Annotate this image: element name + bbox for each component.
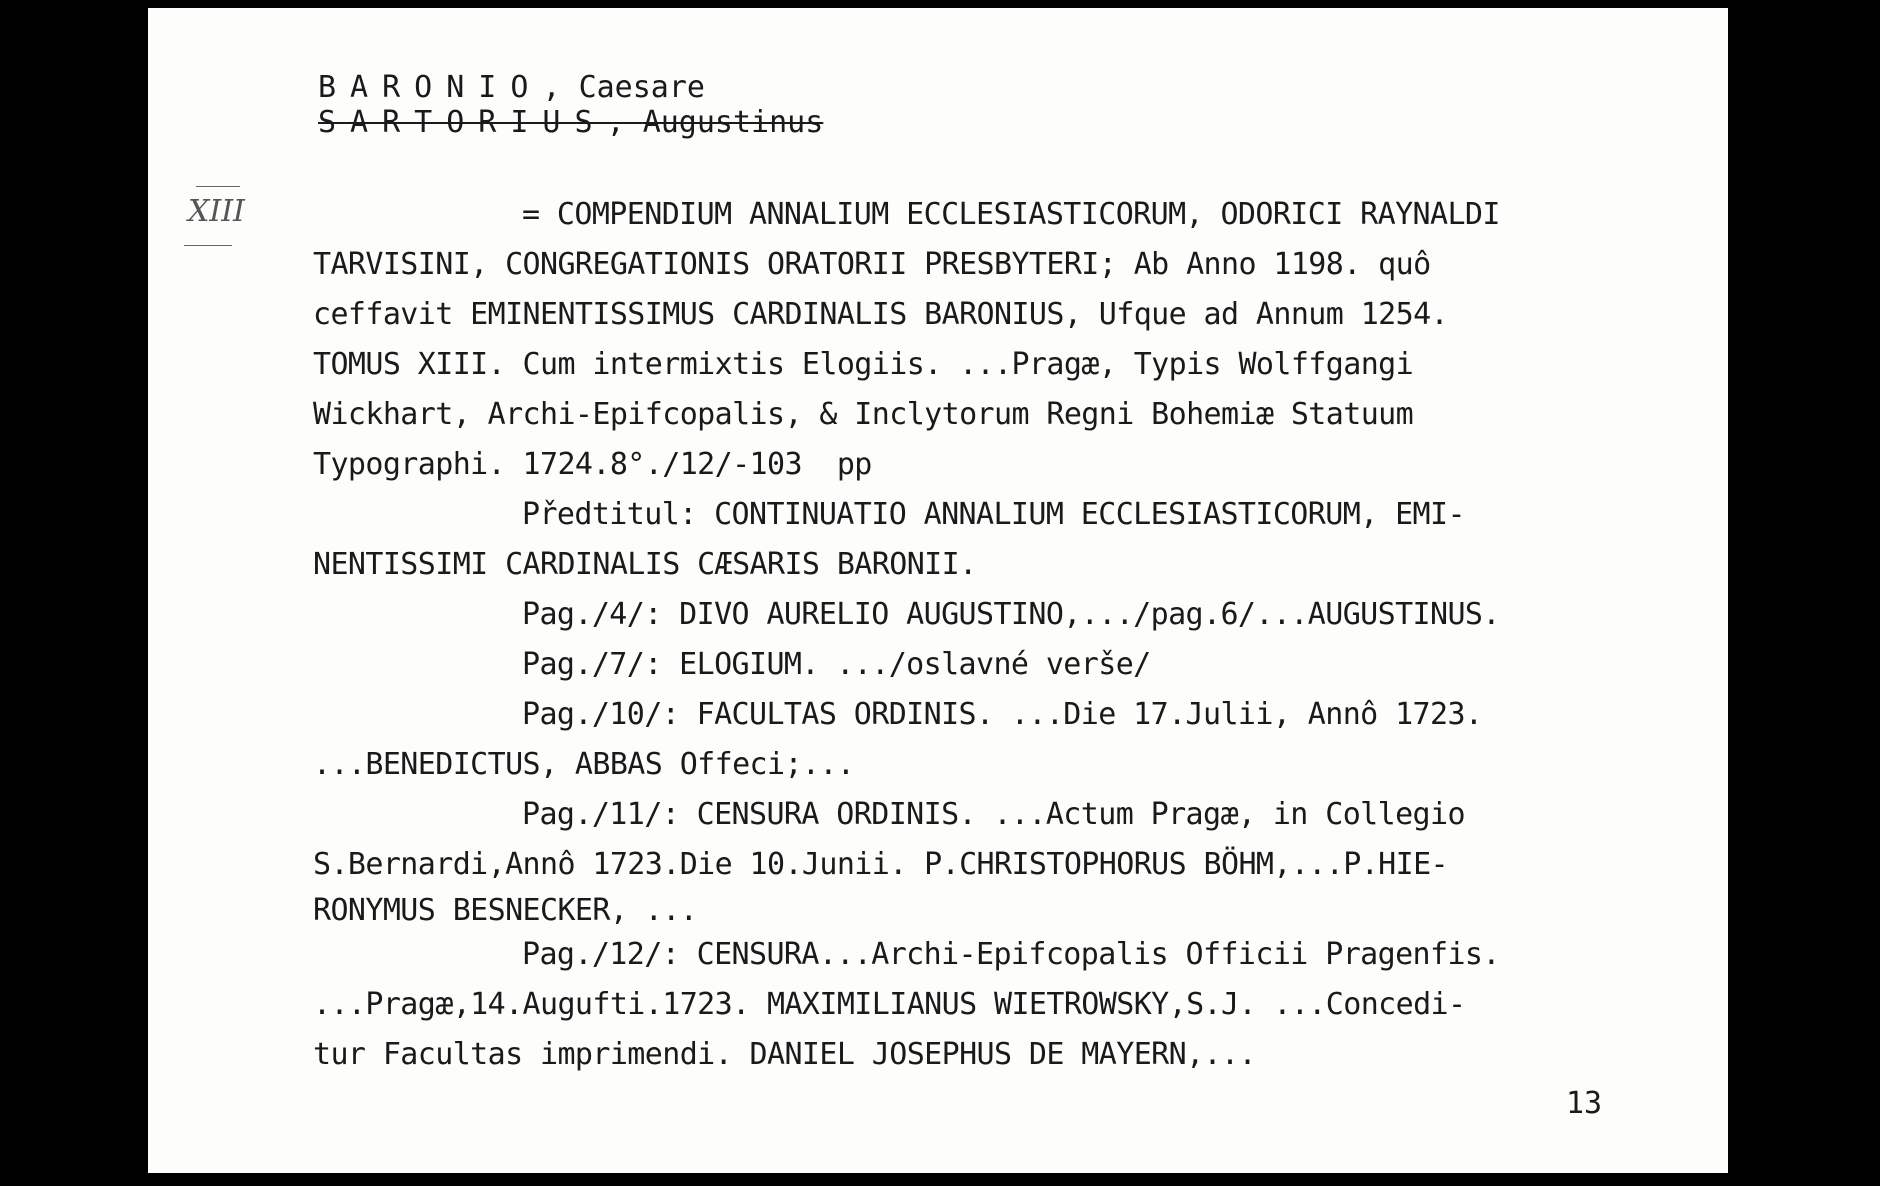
body-line-18: tur Facultas imprimendi. DANIEL JOSEPHUS DE MAYERN,... <box>313 1037 1256 1072</box>
struck-given-name: Augustinus <box>642 105 824 140</box>
body-line-8: NENTISSIMI CARDINALIS CÆSARIS BARONII. <box>313 547 977 582</box>
catalog-card <box>148 8 1728 1173</box>
body-line-11: Pag./10/: FACULTAS ORDINIS. ...Die 17.Julii, Annô 1723. <box>522 697 1483 732</box>
body-line-13: Pag./11/: CENSURA ORDINIS. ...Actum Pragæ, in Collegio <box>522 797 1465 832</box>
body-line-7: Předtitul: CONTINUATIO ANNALIUM ECCLESIASTICORUM, EMI- <box>522 497 1465 532</box>
body-line-9: Pag./4/: DIVO AURELIO AUGUSTINO,.../pag.6/...AUGUSTINUS. <box>522 597 1500 632</box>
author-surname: BARONIO <box>318 70 543 105</box>
body-line-3: ceffavit EMINENTISSIMUS CARDINALIS BARONIUS, Ufque ad Annum 1254. <box>313 297 1448 332</box>
body-line-17: ...Pragæ,14.Augufti.1723. MAXIMILIANUS WIETROWSKY,S.J. ...Concedi- <box>313 987 1466 1022</box>
body-line-2: TARVISINI, CONGREGATIONIS ORATORII PRESBYTERI; Ab Anno 1198. quô <box>313 247 1431 282</box>
body-line-12: ...BENEDICTUS, ABBAS Offeci;... <box>313 747 855 782</box>
body-line-15: RONYMUS BESNECKER, ... <box>313 893 698 928</box>
author-separator: , <box>542 70 579 105</box>
margin-dash-top <box>196 186 240 187</box>
body-line-1: = COMPENDIUM ANNALIUM ECCLESIASTICORUM, ODORICI RAYNALDI <box>522 197 1500 232</box>
body-line-4: TOMUS XIII. Cum intermixtis Elogiis. ...Pragæ, Typis Wolffgangi <box>313 347 1414 382</box>
body-line-5: Wickhart, Archi-Epifcopalis, & Inclytorum Regni Bohemiæ Statuum <box>313 397 1414 432</box>
struck-separator: , <box>606 105 643 140</box>
struck-author-heading <box>318 98 823 148</box>
struck-surname: SARTORIUS <box>318 105 607 140</box>
body-line-16: Pag./12/: CENSURA...Archi-Epifcopalis Officii Pragenfis. <box>522 937 1500 972</box>
body-line-10: Pag./7/: ELOGIUM. .../oslavné verše/ <box>522 647 1151 682</box>
author-given-name: Caesare <box>578 70 705 105</box>
body-line-6: Typographi. 1724.8°./12/-103 pp <box>313 447 872 482</box>
margin-dash-bottom <box>184 245 232 246</box>
page-number: 13 <box>1566 1086 1603 1121</box>
body-line-14: S.Bernardi,Annô 1723.Die 10.Junii. P.CHRISTOPHORUS BÖHM,...P.HIE- <box>313 847 1448 882</box>
margin-note: XIII <box>188 194 245 229</box>
